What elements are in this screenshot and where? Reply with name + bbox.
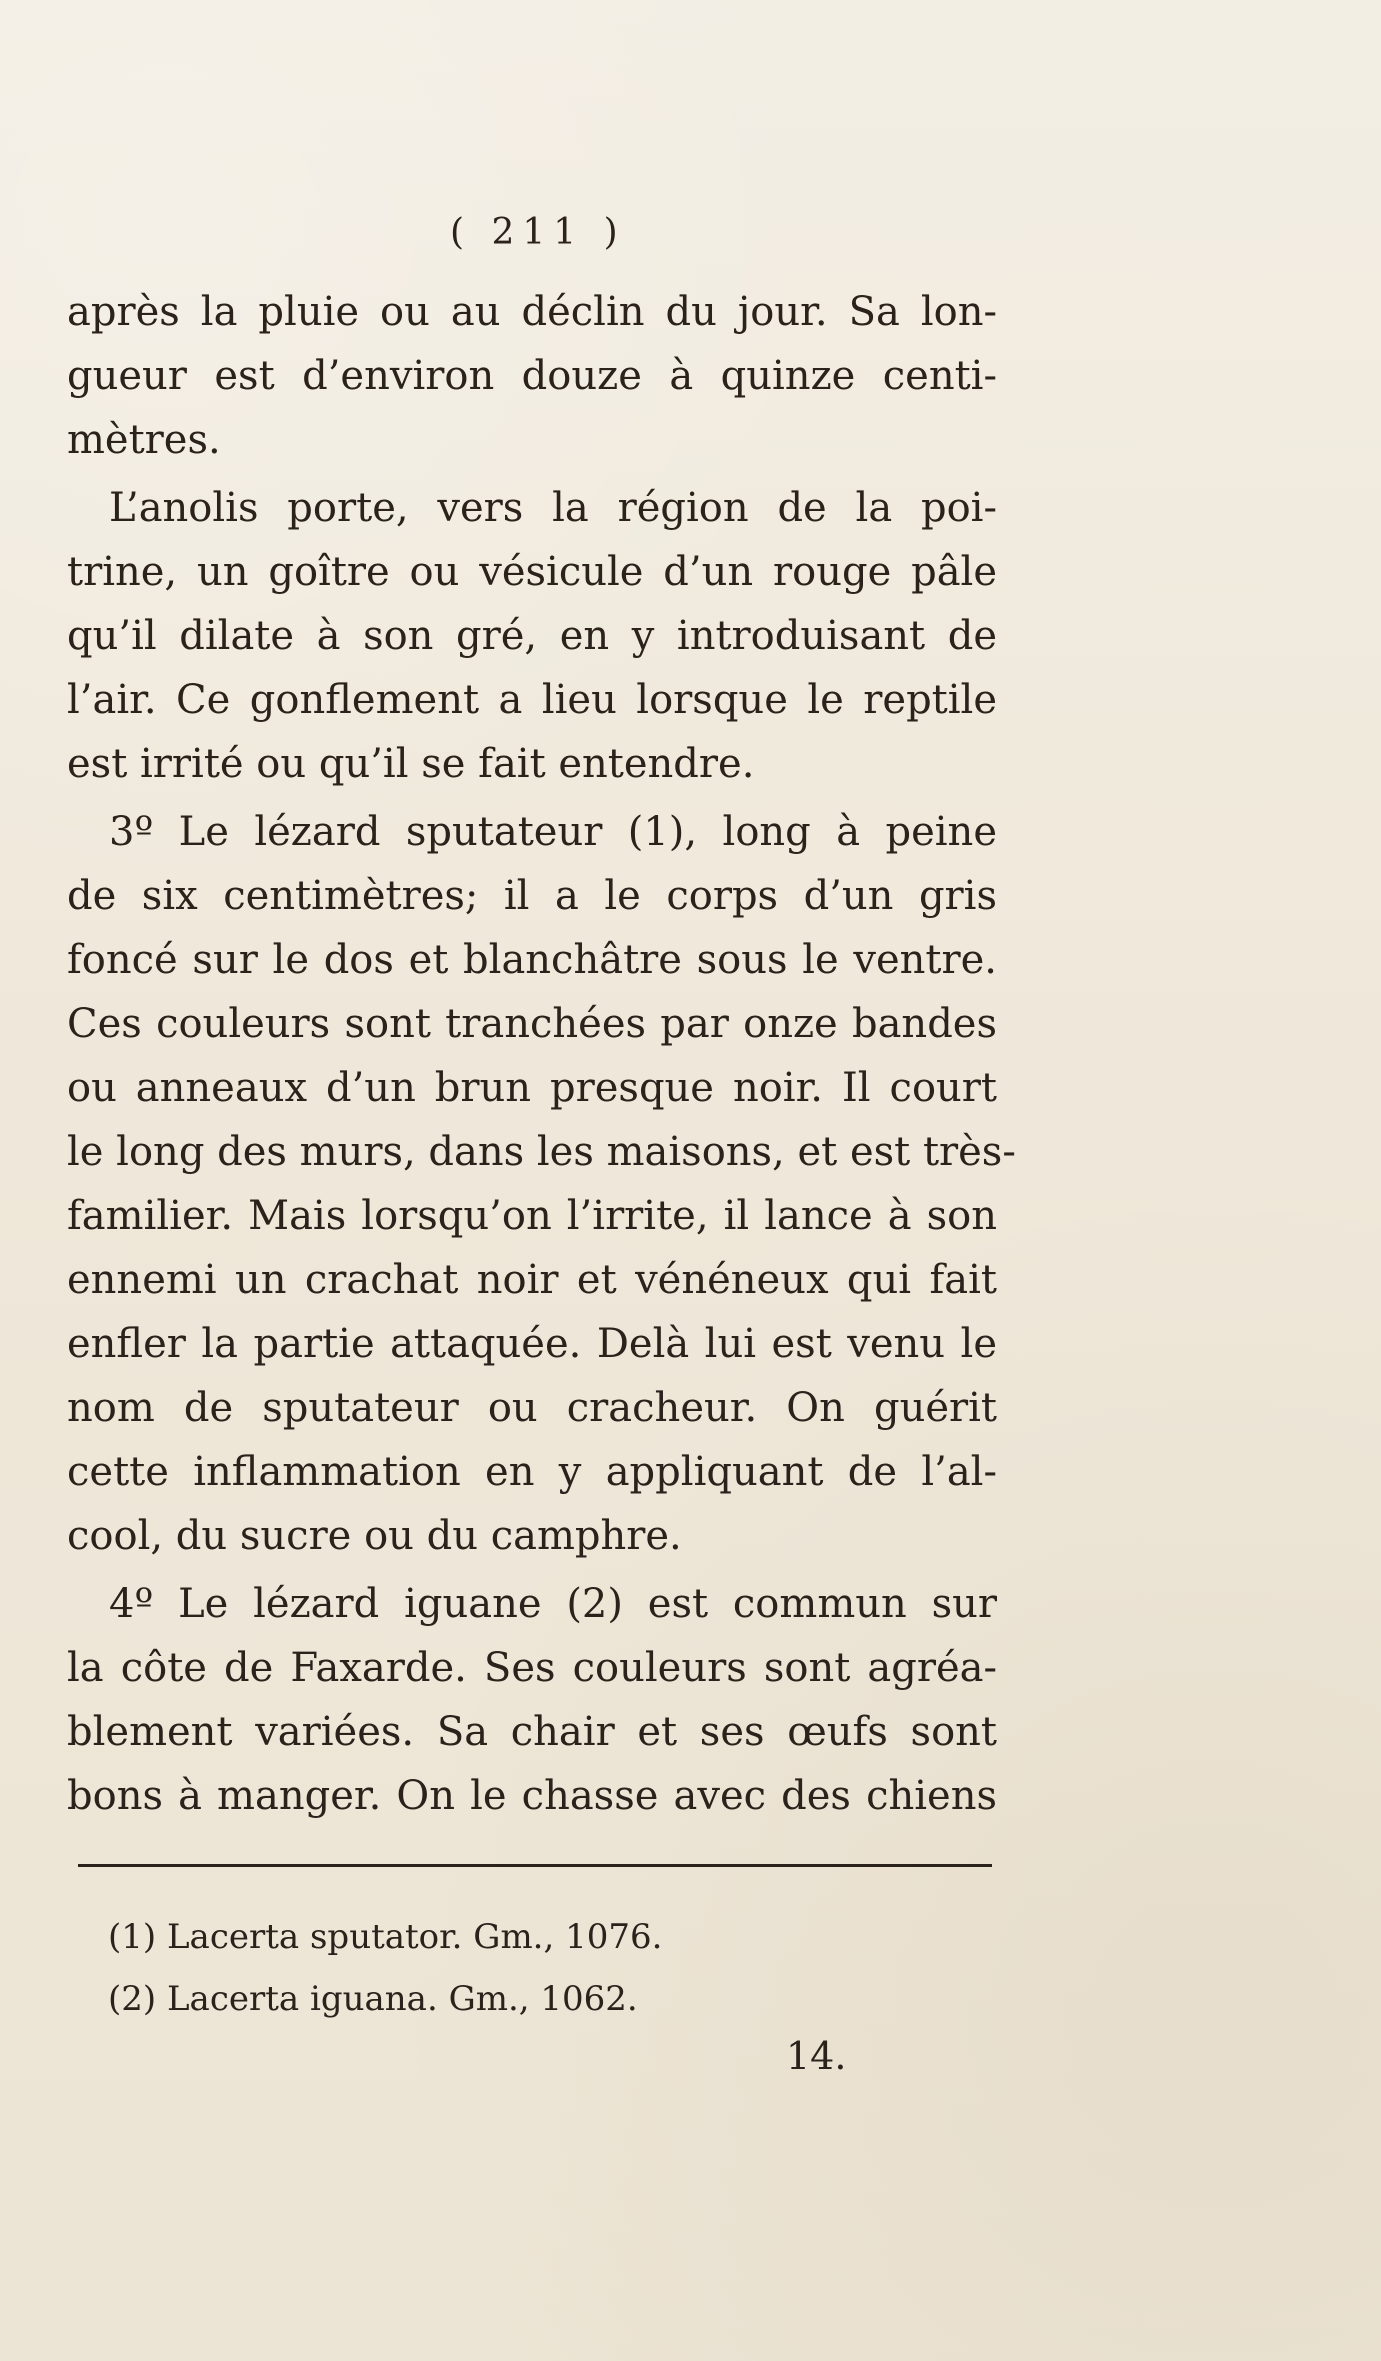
paragraph-line: de six centimètres; il a le corps d’un gris — [67, 873, 997, 919]
paragraph-line: qu’il dilate à son gré, en y introduisant de — [67, 613, 997, 659]
page-number: ( 211 ) — [450, 212, 626, 253]
paragraph-line: Ces couleurs sont tranchées par onze bandes — [67, 1001, 997, 1047]
footnote-rule — [78, 1864, 992, 1867]
footnote-1: (1) Lacerta sputator. Gm., 1076. — [108, 1917, 663, 1957]
paragraph-line: cool, du sucre ou du camphre. — [67, 1513, 682, 1559]
paragraph-line: l’air. Ce gonflement a lieu lorsque le reptile — [67, 677, 997, 723]
paragraph-line: trine, un goître ou vésicule d’un rouge pâle — [67, 549, 997, 595]
paragraph-line: cette inflammation en y appliquant de l’al- — [67, 1449, 997, 1495]
signature-mark: 14. — [786, 2034, 847, 2078]
paragraph-line: foncé sur le dos et blanchâtre sous le ventre. — [67, 937, 997, 983]
footnote-2: (2) Lacerta iguana. Gm., 1062. — [108, 1979, 638, 2019]
paragraph-line: bons à manger. On le chasse avec des chiens — [67, 1773, 997, 1819]
main-text — [67, 280, 1016, 1828]
paragraph-line: ennemi un crachat noir et vénéneux qui fait — [67, 1257, 997, 1303]
paragraph-line: après la pluie ou au déclin du jour. Sa lon- — [67, 289, 997, 335]
paragraph-line: L’anolis porte, vers la région de la poi- — [109, 485, 997, 531]
paragraph-line: 3º Le lézard sputateur (1), long à peine — [109, 809, 997, 855]
paragraph-line: nom de sputateur ou cracheur. On guérit — [67, 1385, 997, 1431]
paragraph-2 — [67, 476, 997, 796]
paragraph-line: gueur est d’environ douze à quinze centi- — [67, 353, 997, 399]
paragraph-line: la côte de Faxarde. Ses couleurs sont agréa- — [67, 1645, 997, 1691]
paragraph-line: mètres. — [67, 417, 221, 463]
paragraph-line: enfler la partie attaquée. Delà lui est venu le — [67, 1321, 997, 1367]
paragraph-4 — [67, 1572, 997, 1828]
paragraph-line: familier. Mais lorsqu’on l’irrite, il lance à son — [67, 1193, 997, 1239]
paragraph-line: ou anneaux d’un brun presque noir. Il court — [67, 1065, 997, 1111]
paragraph-line: blement variées. Sa chair et ses œufs sont — [67, 1709, 997, 1755]
paragraph-line: est irrité ou qu’il se fait entendre. — [67, 741, 755, 787]
paragraph-1 — [67, 280, 997, 472]
paragraph-line: 4º Le lézard iguane (2) est commun sur — [109, 1581, 997, 1627]
paragraph-3 — [67, 800, 1016, 1568]
paragraph-line: le long des murs, dans les maisons, et est très- — [67, 1129, 1016, 1175]
